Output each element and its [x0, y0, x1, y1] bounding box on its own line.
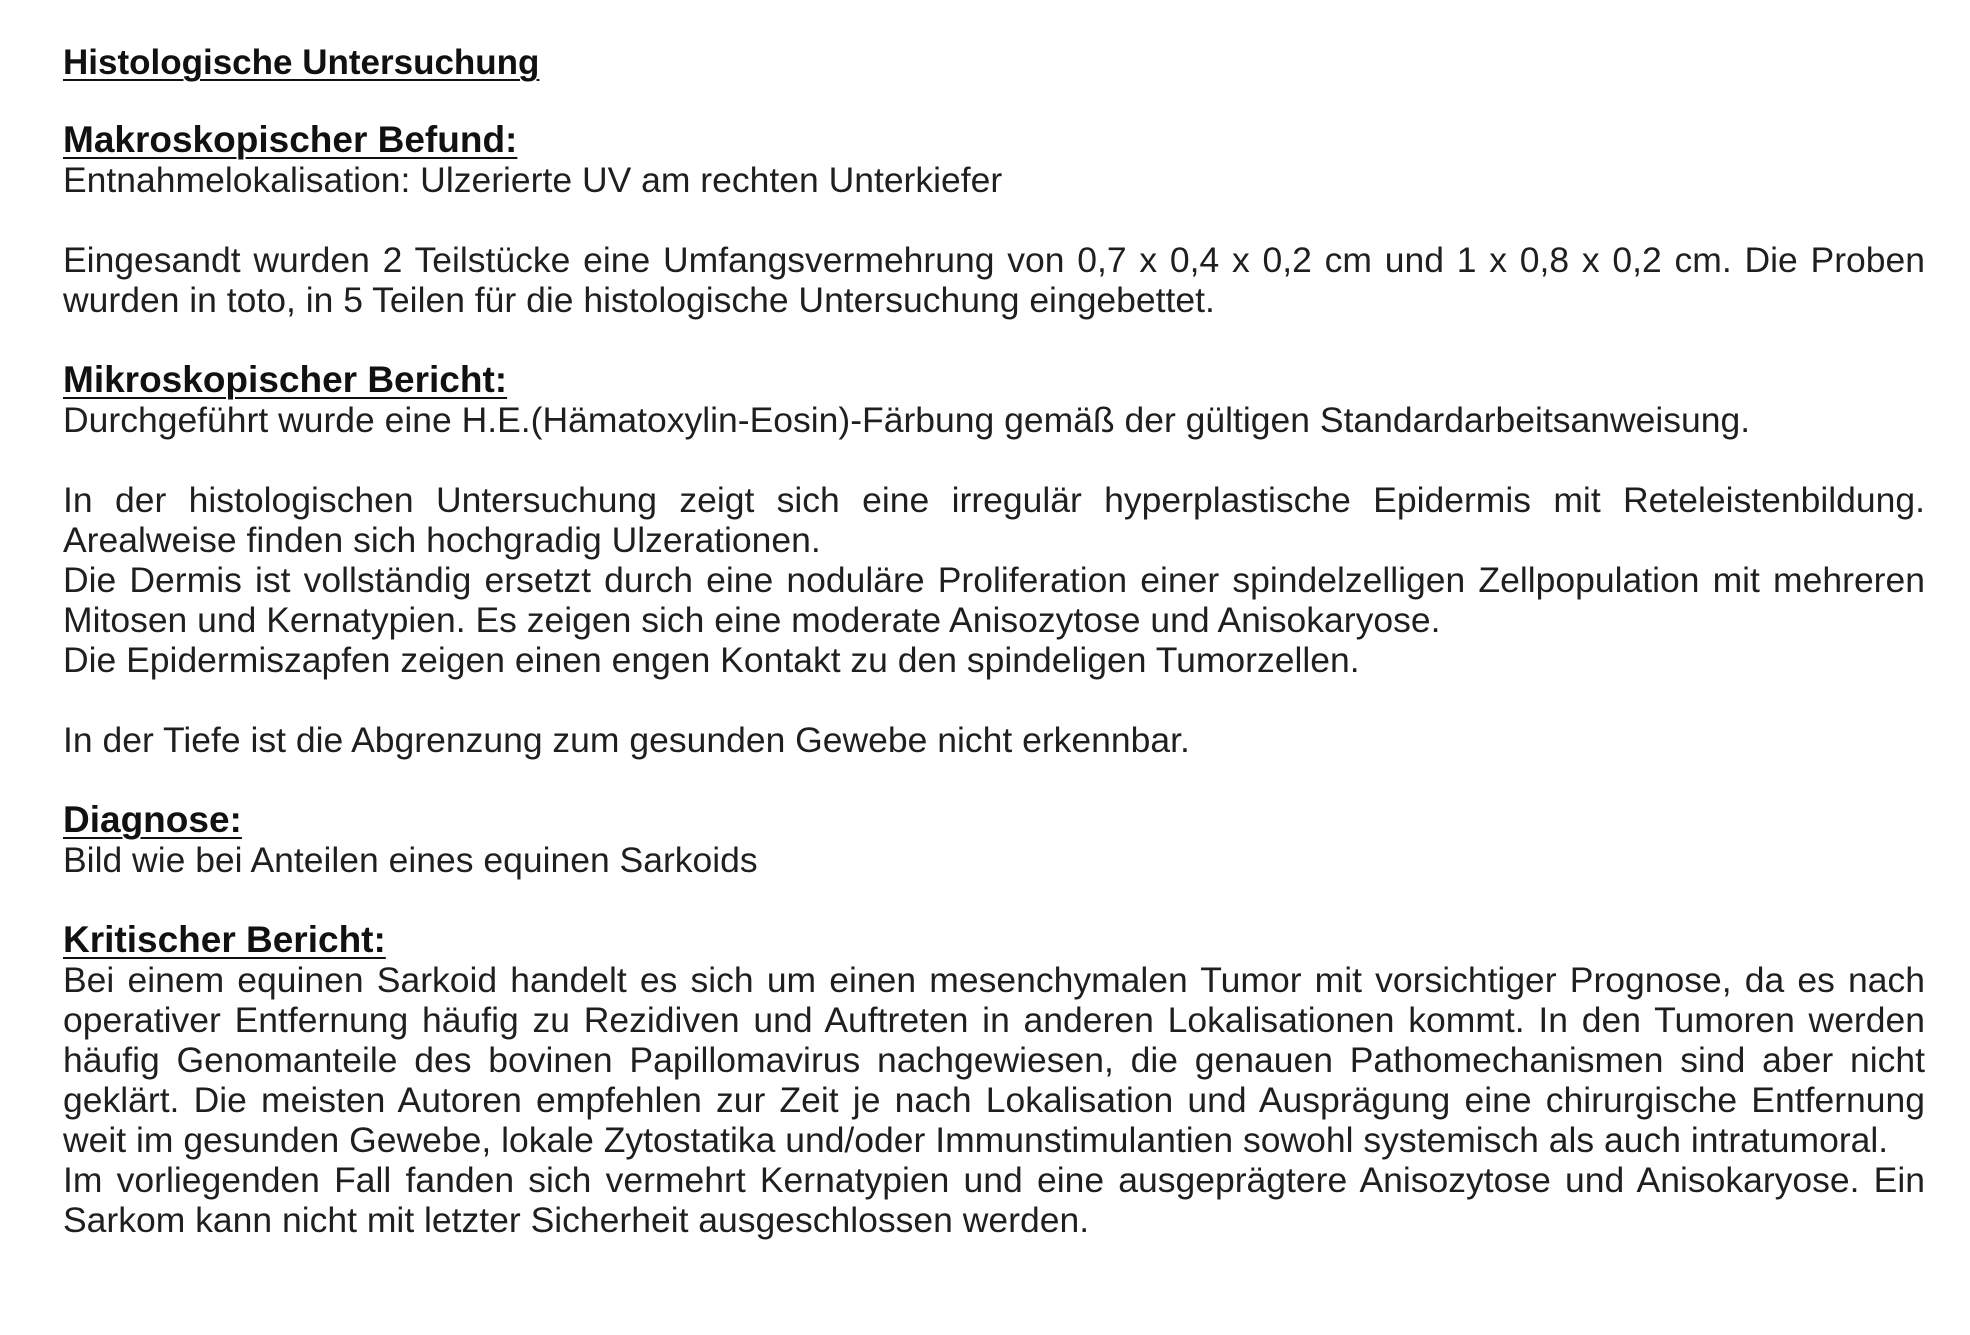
- makro-specimen-description: Eingesandt wurden 2 Teilstücke eine Umfangsvermehrung von 0,7 x 0,4 x 0,2 cm und 1 x 0,8 x 0,2 cm. Die Proben wurden in toto, in 5 Teilen für die histologische Untersuchung eingebettet.: [63, 240, 1925, 320]
- makro-localisation: Entnahmelokalisation: Ulzerierte UV am rechten Unterkiefer: [63, 160, 1003, 200]
- diagnose-text: Bild wie bei Anteilen eines equinen Sarkoids: [63, 840, 758, 880]
- kritisch-case-assessment: Im vorliegenden Fall fanden sich vermehrt Kernatypien und eine ausgeprägtere Anisozytose und Anisokaryose. Ein Sarkom kann nicht mit letzter Sicherheit ausgeschlossen werden.: [63, 1160, 1925, 1240]
- section-kritischer-bericht: [63, 920, 1925, 1240]
- kritisch-heading: Kritischer Bericht:: [63, 919, 386, 960]
- mikro-heading: Mikroskopischer Bericht:: [63, 359, 508, 400]
- makro-heading: Makroskopischer Befund:: [63, 119, 518, 160]
- mikro-epidermis: In der histologischen Untersuchung zeigt sich eine irregulär hyperplastische Epidermis mit Reteleistenbildung. Arealweise finden sich hochgradig Ulzerationen.: [63, 480, 1925, 560]
- mikro-staining: Durchgeführt wurde eine H.E.(Hämatoxylin-Eosin)-Färbung gemäß der gültigen Standardarbeitsanweisung.: [63, 400, 1751, 440]
- mikro-epidermiszapfen: Die Epidermiszapfen zeigen einen engen Kontakt zu den spindeligen Tumorzellen.: [63, 640, 1360, 680]
- section-diagnose: [63, 800, 1925, 880]
- mikro-tiefe: In der Tiefe ist die Abgrenzung zum gesunden Gewebe nicht erkennbar.: [63, 720, 1190, 760]
- document-title: Histologische Untersuchung: [63, 43, 540, 82]
- section-mikroskopischer-bericht: [63, 360, 1925, 760]
- kritisch-background: Bei einem equinen Sarkoid handelt es sich um einen mesenchymalen Tumor mit vorsichtiger Prognose, da es nach operativer Entfernung häufig zu Rezidiven und Auftreten in anderen Lokalisationen kommt. In den Tumoren werden häufig Genomanteile des bovinen Papillomavirus nachgewiesen, die genauen Pathomechanismen sind aber nicht geklärt. Die meisten Autoren empfehlen zur Zeit je nach Lokalisation und Ausprägung eine chirurgische Entfernung weit im gesunden Gewebe, lokale Zytostatika und/oder Immunstimulantien sowohl systemisch als auch intratumoral.: [63, 960, 1925, 1160]
- section-makroskopischer-befund: [63, 120, 1925, 320]
- diagnose-heading: Diagnose:: [63, 799, 242, 840]
- mikro-dermis: Die Dermis ist vollständig ersetzt durch eine noduläre Proliferation einer spindelzelligen Zellpopulation mit mehreren Mitosen und Kernatypien. Es zeigen sich eine moderate Anisozytose und Anisokaryose.: [63, 560, 1925, 640]
- histology-report: [63, 38, 1925, 1240]
